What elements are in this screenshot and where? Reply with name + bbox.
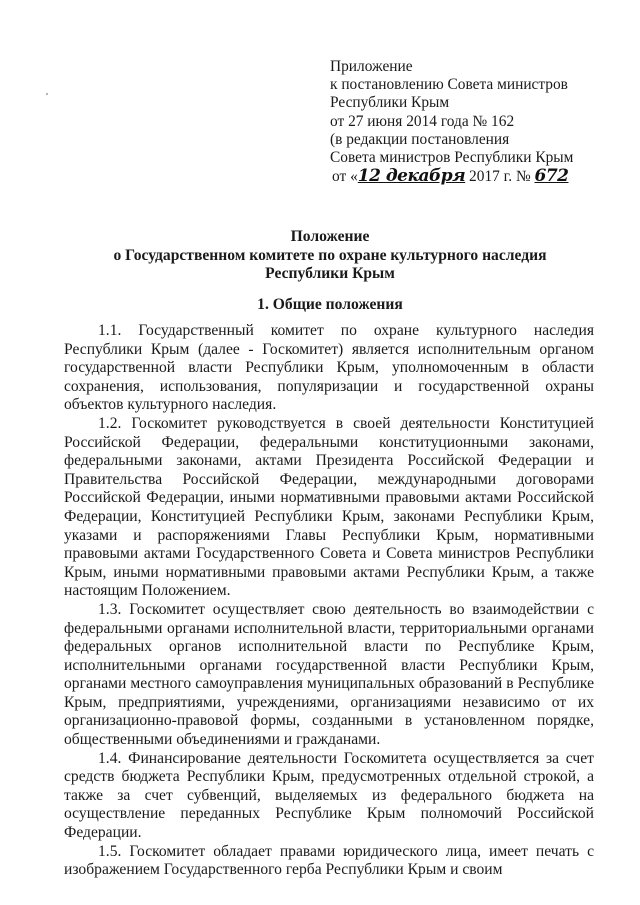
handwritten-date: 12 декабря xyxy=(357,166,466,187)
annex-line: (в редакции постановления xyxy=(330,130,510,148)
handwritten-number: 672 xyxy=(534,166,569,187)
annex-line: Приложение xyxy=(330,58,413,75)
title-line: Республики Крым xyxy=(265,265,395,282)
annex-line: к постановлению Совета министров xyxy=(330,76,568,94)
date-prefix: от « xyxy=(332,168,358,186)
date-suffix: 2017 г. № xyxy=(465,168,535,186)
scan-speck xyxy=(46,93,48,95)
annex-date-line xyxy=(330,167,630,186)
annex-line: Республики Крым xyxy=(330,94,450,112)
annex-line: от 27 июня 2014 года № 162 xyxy=(330,112,515,130)
paragraph-1-3: 1.3. Госкомитет осуществляет свою деятельность во взаимодействии с федеральными органами исполнительной власти, территориальными органами федеральных органов исполнительной власти по Республике Крым, исполнительными органами государственной власти Республики Крым, органами местного самоуправления муниципальных образований в Республике Крым, предприятиями, учреждениями, организациями независимо от их организационно-правовой формы, созданными в установленном порядке, общественными объединениями и гражданами. xyxy=(64,600,594,749)
annex-line: Совета министров Республики Крым xyxy=(330,149,574,167)
title-line: Положение xyxy=(290,228,370,245)
paragraph-1-5: 1.5. Госкомитет обладает правами юридического лица, имеет печать с изображением Государственного герба Республики Крым и своим xyxy=(64,842,594,879)
document-body xyxy=(64,322,594,880)
paragraph-1-1: 1.1. Государственный комитет по охране культурного наследия Республики Крым (далее - Госкомитет) является исполнительным органом государственной власти Республики Крым, уполномоченным в области сохранения, использования, популяризации и государственной охраны объектов культурного наследия. xyxy=(64,322,594,414)
paragraph-1-2: 1.2. Госкомитет руководствуется в своей деятельности Конституцией Российской Федерации, федеральными конституционными законами, федеральными законами, актами Президента Российской Федерации и Правительства Российской Федерации, международными договорами Российской Федерации, иными нормативными правовыми актами Российской Федерации, Конституцией Республики Крым, законами Республики Крым, указами и распоряжениями Главы Республики Крым, нормативными правовыми актами Государственного Совета и Совета министров Республики Крым, иными нормативными правовыми актами Республики Крым, а также настоящим Положением. xyxy=(64,414,594,600)
section-heading: 1. Общие положения xyxy=(257,296,403,313)
title-line: о Государственном комитете по охране культурного наследия xyxy=(113,246,547,264)
annex-header xyxy=(330,58,630,186)
document-title xyxy=(60,228,600,284)
paragraph-1-4: 1.4. Финансирование деятельности Госкомитета осуществляется за счет средств бюджета Республики Крым, предусмотренных отдельной строкой, а также за счет субвенций, выделяемых из федерального бюджета на осуществление переданных Республике Крым полномочий Российской Федерации. xyxy=(64,749,594,842)
